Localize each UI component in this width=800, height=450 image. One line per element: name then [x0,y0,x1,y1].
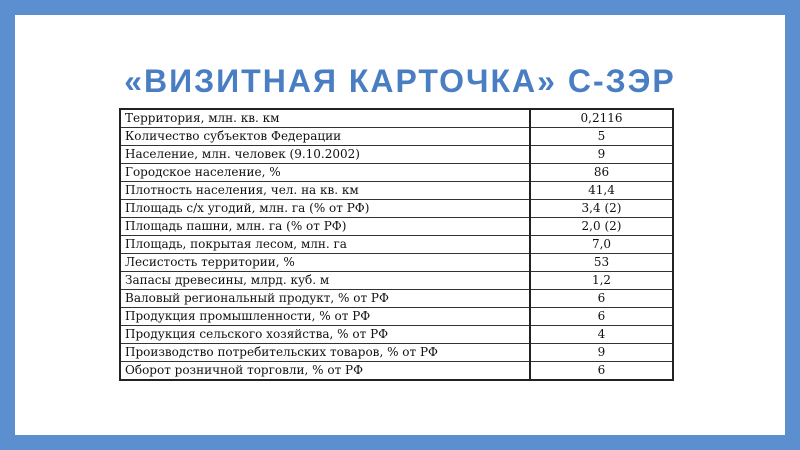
row-label: Валовый региональный продукт, % от РФ [120,290,530,308]
table-row [120,344,673,362]
row-value: 0,2116 [530,109,673,128]
table-row [120,164,673,182]
row-label: Запасы древесины, млрд. куб. м [120,272,530,290]
row-label: Продукция промышленности, % от РФ [120,308,530,326]
row-value: 3,4 (2) [530,200,673,218]
row-value: 41,4 [530,182,673,200]
table-row [120,182,673,200]
table-row [120,109,673,128]
row-label: Продукция сельского хозяйства, % от РФ [120,326,530,344]
table-row [120,200,673,218]
row-value: 6 [530,290,673,308]
row-label: Лесистость территории, % [120,254,530,272]
row-value: 5 [530,128,673,146]
row-label: Площадь, покрытая лесом, млн. га [120,236,530,254]
row-value: 7,0 [530,236,673,254]
table-row [120,146,673,164]
row-value: 86 [530,164,673,182]
row-label: Население, млн. человек (9.10.2002) [120,146,530,164]
row-value: 2,0 (2) [530,218,673,236]
row-label: Площадь с/х угодий, млн. га (% от РФ) [120,200,530,218]
business-card-table [119,108,674,381]
table-row [120,128,673,146]
row-value: 4 [530,326,673,344]
row-value: 9 [530,146,673,164]
row-label: Плотность населения, чел. на кв. км [120,182,530,200]
table-row [120,308,673,326]
table-row [120,326,673,344]
table-row [120,290,673,308]
table-row [120,236,673,254]
table-row [120,362,673,381]
row-value: 6 [530,362,673,381]
row-value: 1,2 [530,272,673,290]
table-row [120,254,673,272]
table-row [120,218,673,236]
row-value: 6 [530,308,673,326]
row-label: Производство потребительских товаров, % от РФ [120,344,530,362]
row-value: 9 [530,344,673,362]
row-value: 53 [530,254,673,272]
slide [15,15,785,435]
slide-title: «ВИЗИТНАЯ КАРТОЧКА» С-ЗЭР [124,63,676,99]
row-label: Городское население, % [120,164,530,182]
row-label: Оборот розничной торговли, % от РФ [120,362,530,381]
row-label: Площадь пашни, млн. га (% от РФ) [120,218,530,236]
row-label: Территория, млн. кв. км [120,109,530,128]
table-row [120,272,673,290]
row-label: Количество субъектов Федерации [120,128,530,146]
